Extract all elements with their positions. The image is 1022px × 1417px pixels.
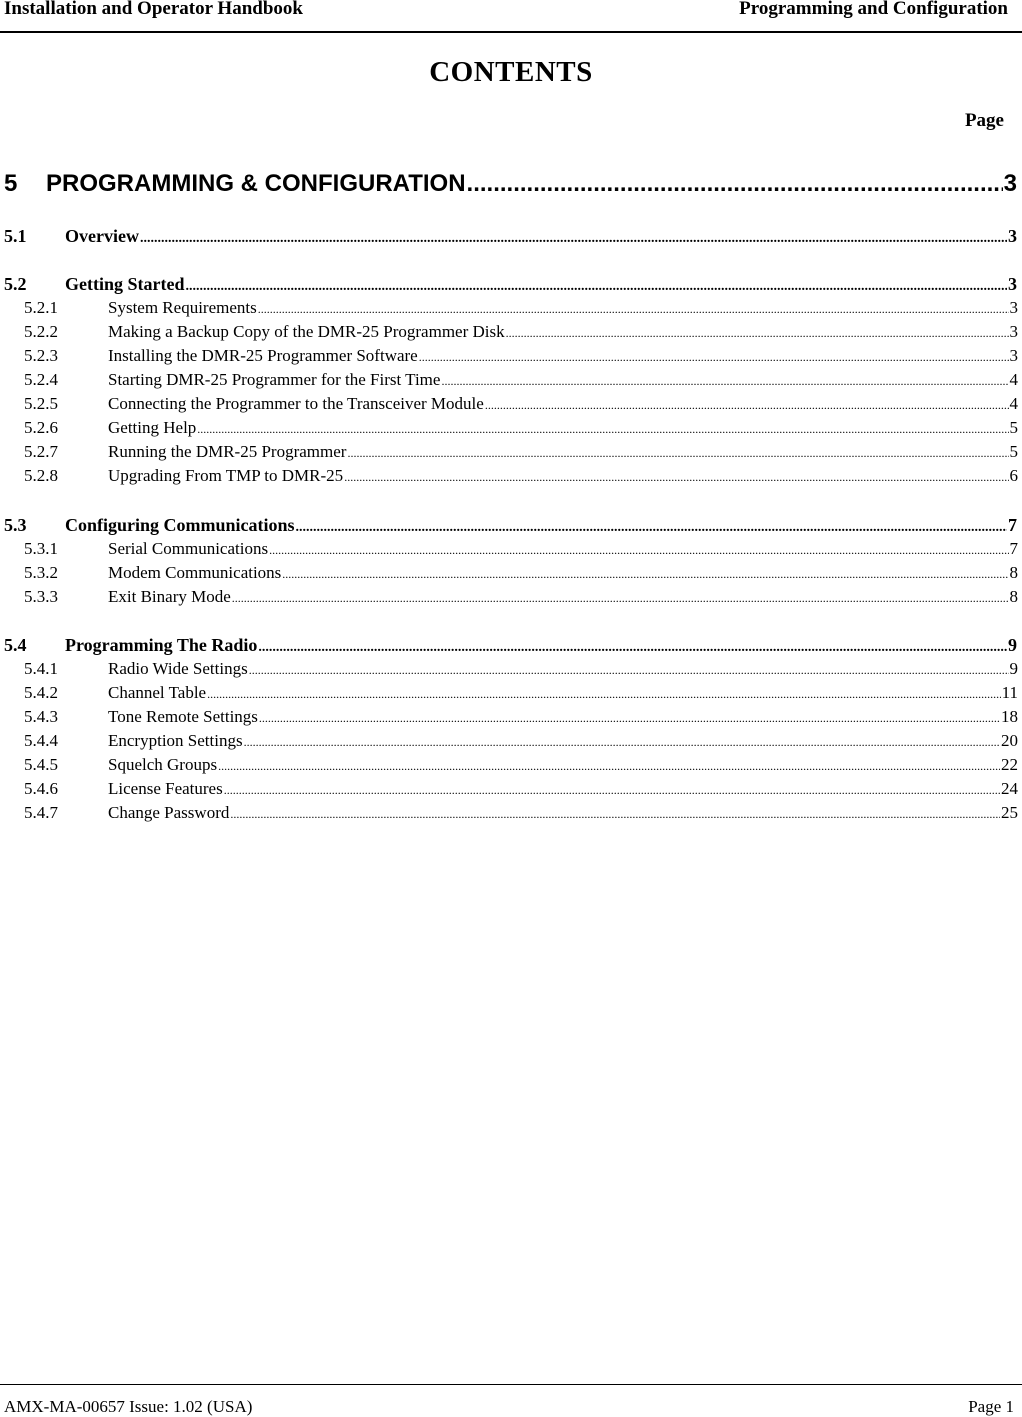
toc-entry-number: 5.4.3 <box>24 707 58 726</box>
toc-entry-number: 5.2.7 <box>24 442 58 461</box>
toc-entry-number: 5.2.8 <box>24 466 58 485</box>
toc-dot-leader <box>296 520 1007 536</box>
toc-entry-title: Exit Binary Mode <box>108 587 231 606</box>
toc-dot-leader <box>207 687 1001 702</box>
toc-dot-leader <box>218 759 1000 774</box>
toc-entry-number: 5.4.2 <box>24 683 58 702</box>
toc-entry-page: 3 <box>1008 274 1017 294</box>
toc-entry[interactable] <box>24 298 1018 318</box>
header-section-title: Programming and Configuration <box>739 0 1008 19</box>
toc-entry[interactable] <box>24 322 1018 342</box>
toc-entry-title: Starting DMR-25 Programmer for the First Time <box>108 370 441 389</box>
page-header <box>0 0 1022 33</box>
toc-entry[interactable] <box>24 370 1018 390</box>
toc-entry-page: 4 <box>1009 370 1018 389</box>
toc-entry-page: 3 <box>1009 322 1018 341</box>
toc-dot-leader <box>224 783 1000 798</box>
toc-entry-page: 3 <box>1009 298 1018 317</box>
toc-entry-number: 5.4.6 <box>24 779 58 798</box>
toc-entry[interactable] <box>24 731 1018 751</box>
toc-dot-leader <box>441 374 1008 389</box>
toc-entry[interactable] <box>4 226 1017 247</box>
toc-entry-title: System Requirements <box>108 298 257 317</box>
toc-dot-leader <box>197 422 1008 437</box>
toc-entry-number: 5.2.5 <box>24 394 58 413</box>
toc-dot-leader <box>249 663 1009 678</box>
toc-entry-number: 5.2.3 <box>24 346 58 365</box>
toc-entry-title: Tone Remote Settings <box>108 707 258 726</box>
toc-entry-title: Programming The Radio <box>65 635 258 655</box>
toc-dot-leader <box>467 170 1003 198</box>
toc-entry-title: Modem Communications <box>108 563 282 582</box>
page-title: CONTENTS <box>429 56 593 88</box>
toc-entry-number: 5.2.6 <box>24 418 58 437</box>
toc-entry-page: 5 <box>1009 418 1018 437</box>
toc-dot-leader <box>506 326 1009 341</box>
toc-entry-title: Squelch Groups <box>108 755 218 774</box>
toc-entry[interactable] <box>24 707 1018 727</box>
toc-entry-page: 9 <box>1008 635 1017 655</box>
toc-entry-number: 5.4.4 <box>24 731 58 750</box>
toc-entry[interactable] <box>4 274 1017 295</box>
toc-entry[interactable] <box>24 683 1018 703</box>
page-column-label: Page <box>964 110 1004 131</box>
toc-entry-title: Configuring Communications <box>65 515 295 535</box>
toc-dot-leader <box>258 302 1009 317</box>
toc-entry[interactable] <box>24 418 1018 438</box>
toc-entry-page: 3 <box>1003 170 1017 197</box>
toc-entry-page: 18 <box>1001 707 1018 726</box>
toc-entry[interactable] <box>24 539 1018 559</box>
toc-entry[interactable] <box>24 466 1018 486</box>
toc-entry-page: 3 <box>1009 346 1018 365</box>
toc-entry-number: 5 <box>4 170 18 197</box>
toc-dot-leader <box>282 567 1008 582</box>
toc-entry[interactable] <box>24 803 1018 823</box>
toc-dot-leader <box>419 350 1009 365</box>
page-footer <box>0 1384 1022 1417</box>
toc-entry-title: Serial Communications <box>108 539 269 558</box>
toc-dot-leader <box>485 398 1009 413</box>
toc-entry-page: 20 <box>1001 731 1018 750</box>
footer-page-number: Page 1 <box>968 1397 1014 1416</box>
toc-entry-page: 22 <box>1001 755 1018 774</box>
toc-entry-number: 5.2 <box>4 274 27 294</box>
toc-entry-title: Encryption Settings <box>108 731 243 750</box>
toc-entry[interactable] <box>24 587 1018 607</box>
toc-entry-page: 25 <box>1001 803 1018 822</box>
toc-entry-number: 5.3.2 <box>24 563 58 582</box>
toc-entry-number: 5.3.1 <box>24 539 58 558</box>
toc-entry-page: 11 <box>1001 683 1018 702</box>
toc-entry-title: Upgrading From TMP to DMR-25 <box>108 466 344 485</box>
toc-entry[interactable] <box>24 394 1018 414</box>
toc-entry-number: 5.2.2 <box>24 322 58 341</box>
toc-entry-number: 5.3 <box>4 515 27 535</box>
toc-entry[interactable] <box>24 346 1018 366</box>
toc-entry-title: Change Password <box>108 803 230 822</box>
toc-entry-number: 5.4.1 <box>24 659 58 678</box>
toc-dot-leader <box>232 591 1009 606</box>
toc-entry-number: 5.2.4 <box>24 370 58 389</box>
toc-entry[interactable] <box>4 515 1017 536</box>
toc-dot-leader <box>344 470 1008 485</box>
toc-entry-page: 3 <box>1008 226 1017 246</box>
toc-entry-title: Running the DMR-25 Programmer <box>108 442 347 461</box>
toc-entry-page: 5 <box>1009 442 1018 461</box>
toc-entry-title: PROGRAMMING & CONFIGURATION <box>46 170 466 197</box>
toc-entry[interactable] <box>24 779 1018 799</box>
toc-entry[interactable] <box>24 755 1018 775</box>
toc-entry-page: 8 <box>1009 563 1018 582</box>
toc-entry-page: 9 <box>1009 659 1018 678</box>
toc-entry-page: 6 <box>1009 466 1018 485</box>
toc-entry-title: Installing the DMR-25 Programmer Software <box>108 346 418 365</box>
toc-entry-page: 7 <box>1008 515 1017 535</box>
toc-entry-page: 8 <box>1009 587 1018 606</box>
toc-entry-title: Getting Help <box>108 418 197 437</box>
toc-entry-title: Making a Backup Copy of the DMR-25 Programmer Disk <box>108 322 505 341</box>
toc-entry-page: 24 <box>1001 779 1018 798</box>
toc-dot-leader <box>269 543 1008 558</box>
toc-entry-number: 5.1 <box>4 226 27 246</box>
toc-entry-number: 5.4.5 <box>24 755 58 774</box>
toc-entry-title: Connecting the Programmer to the Transceiver Module <box>108 394 484 413</box>
toc-entry-page: 4 <box>1009 394 1018 413</box>
toc-entry[interactable] <box>4 635 1017 656</box>
toc-entry-number: 5.4 <box>4 635 27 655</box>
toc-entry[interactable] <box>24 563 1018 583</box>
toc-entry-title: License Features <box>108 779 223 798</box>
toc-entry-title: Radio Wide Settings <box>108 659 248 678</box>
toc-entry-page: 7 <box>1009 539 1018 558</box>
toc-entry[interactable] <box>4 170 1017 198</box>
toc-entry[interactable] <box>24 659 1018 679</box>
header-document-title: Installation and Operator Handbook <box>4 0 303 19</box>
toc-dot-leader <box>258 640 1007 656</box>
toc-dot-leader <box>244 735 1000 750</box>
toc-dot-leader <box>185 279 1007 295</box>
toc-entry-title: Overview <box>65 226 139 246</box>
toc-dot-leader <box>347 446 1008 461</box>
footer-document-id: AMX-MA-00657 Issue: 1.02 (USA) <box>4 1397 253 1416</box>
toc-entry-title: Channel Table <box>108 683 207 702</box>
toc-dot-leader <box>230 807 1000 822</box>
toc-dot-leader <box>140 231 1007 247</box>
toc-entry-title: Getting Started <box>65 274 185 294</box>
toc-entry-number: 5.2.1 <box>24 298 58 317</box>
toc-entry-number: 5.4.7 <box>24 803 58 822</box>
toc-dot-leader <box>259 711 1000 726</box>
toc-entry[interactable] <box>24 442 1018 462</box>
toc-entry-number: 5.3.3 <box>24 587 58 606</box>
